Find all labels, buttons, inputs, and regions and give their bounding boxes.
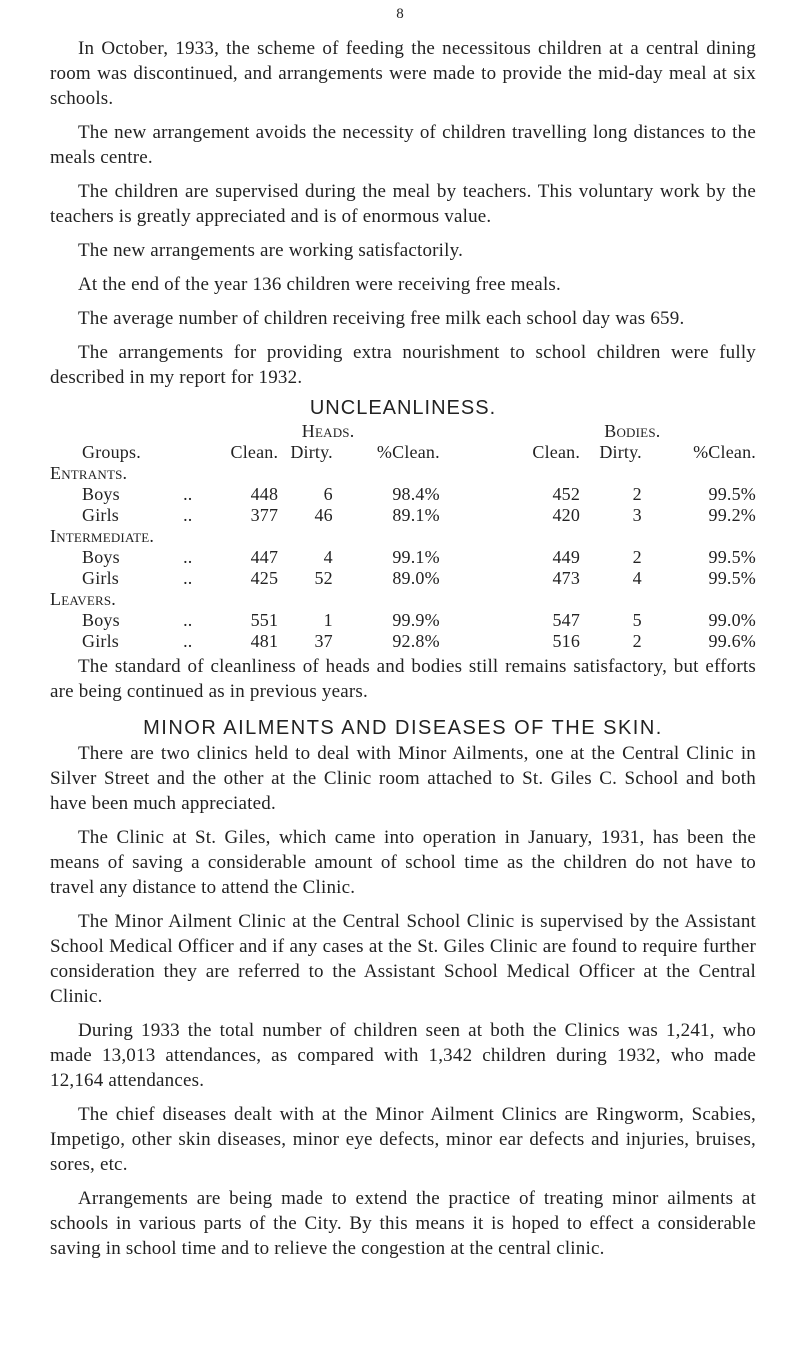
bodies-pct-cell: 99.6% <box>708 631 756 651</box>
heads-pct-cell: 92.8% <box>392 631 440 651</box>
bodies-dirty-cell: 3 <box>632 505 642 525</box>
intro-paragraph: The children are supervised during the meal by teachers. This voluntary work by the teachers is greatly appreciated and is of enormous value. <box>50 181 756 227</box>
intro-paragraph: The average number of children receiving free milk each school day was 659. <box>78 308 685 329</box>
bodies-pct-cell: 99.5% <box>708 547 756 567</box>
bodies-dirty-cell: 2 <box>632 547 642 567</box>
heads-pct-cell: 89.1% <box>392 505 440 525</box>
heads-dirty-cell: 52 <box>314 568 333 588</box>
table-row <box>50 610 756 631</box>
row-dots: .. <box>183 610 193 630</box>
bodies-pct-header: %Clean. <box>693 442 756 462</box>
document-body <box>50 36 756 1270</box>
heads-dirty-cell: 4 <box>323 547 333 567</box>
bodies-clean-header: Clean. <box>532 442 581 462</box>
group-heading: Leavers. <box>50 589 116 609</box>
skin-paragraph: There are two clinics held to deal with Minor Ailments, one at the Central Clinic in Silver Street and the other at the Clinic room attached to St. Giles C. School and both have been much appreciated. <box>50 743 756 814</box>
intro-paragraph: The new arrangements are working satisfactorily. <box>78 240 464 261</box>
bodies-clean-cell: 452 <box>552 484 581 504</box>
bodies-dirty-cell: 4 <box>632 568 642 588</box>
skin-paragraph: During 1933 the total number of children seen at both the Clinics was 1,241, who made 13,013 attendances, as compared with 1,342 children during 1932, who made 12,164 attendances. <box>50 1020 756 1091</box>
row-label: Girls <box>82 631 119 651</box>
skin-paragraph: The chief diseases dealt with at the Minor Ailment Clinics are Ringworm, Scabies, Impetigo, other skin diseases, minor eye defects, minor ear defects and injuries, bruises, sores, etc. <box>50 1104 756 1175</box>
heads-pct-cell: 89.0% <box>392 568 440 588</box>
bodies-clean-cell: 473 <box>552 568 581 588</box>
heads-clean-cell: 448 <box>250 484 279 504</box>
intro-paragraph: In October, 1933, the scheme of feeding the necessitous children at a central dining room was discontinued, and arrangements were made to provide the mid-day meal at six schools. <box>50 38 756 109</box>
table-row <box>50 505 756 526</box>
bodies-header: Bodies. <box>604 421 661 441</box>
bodies-dirty-cell: 5 <box>632 610 642 630</box>
heads-dirty-cell: 37 <box>314 631 333 651</box>
row-label: Boys <box>82 484 120 504</box>
heads-pct-header: %Clean. <box>376 442 440 462</box>
heads-pct-cell: 98.4% <box>392 484 440 504</box>
bodies-clean-cell: 516 <box>552 631 581 651</box>
row-label: Girls <box>82 505 119 525</box>
table-row <box>50 547 756 568</box>
groups-header: Groups. <box>82 442 141 462</box>
row-dots: .. <box>183 484 193 504</box>
bodies-pct-cell: 99.5% <box>708 484 756 504</box>
row-dots: .. <box>183 631 193 651</box>
uncleanliness-summary: The standard of cleanliness of heads and bodies still remains satisfactory, but efforts are being continued as in previous years. <box>50 656 756 702</box>
group-heading-row <box>50 526 756 547</box>
heads-clean-cell: 481 <box>250 631 279 651</box>
table-super-header <box>50 421 756 442</box>
intro-paragraph: The arrangements for providing extra nourishment to school children were fully described in my report for 1932. <box>50 342 756 388</box>
row-dots: .. <box>183 505 193 525</box>
heads-clean-cell: 447 <box>250 547 279 567</box>
heads-clean-cell: 551 <box>250 610 279 630</box>
group-heading-row <box>50 463 756 484</box>
bodies-pct-cell: 99.2% <box>708 505 756 525</box>
heads-dirty-cell: 6 <box>323 484 333 504</box>
intro-paragraph: At the end of the year 136 children were receiving free meals. <box>78 274 561 295</box>
table-row <box>50 568 756 589</box>
bodies-clean-cell: 420 <box>552 505 581 525</box>
heads-clean-header: Clean. <box>230 442 279 462</box>
row-label: Girls <box>82 568 119 588</box>
row-label: Boys <box>82 610 120 630</box>
row-dots: .. <box>183 568 193 588</box>
heads-dirty-cell: 46 <box>314 505 333 525</box>
bodies-clean-cell: 547 <box>552 610 581 630</box>
row-label: Boys <box>82 547 120 567</box>
heads-dirty-cell: 1 <box>323 610 333 630</box>
table-column-header <box>50 442 756 463</box>
table-row <box>50 631 756 652</box>
skin-paragraph: Arrangements are being made to extend the practice of treating minor ailments at schools in various parts of the City. By this means it is hoped to effect a considerable saving in school time and to relieve the congestion at the central clinic. <box>50 1188 756 1259</box>
group-heading-row <box>50 589 756 610</box>
bodies-pct-cell: 99.0% <box>708 610 756 630</box>
table-row <box>50 484 756 505</box>
heads-pct-cell: 99.1% <box>392 547 440 567</box>
heads-header: Heads. <box>301 421 355 441</box>
heads-pct-cell: 99.9% <box>392 610 440 630</box>
bodies-dirty-cell: 2 <box>632 631 642 651</box>
heads-clean-cell: 425 <box>250 568 279 588</box>
skin-paragraph: The Minor Ailment Clinic at the Central School Clinic is supervised by the Assistant School Medical Officer and if any cases at the St. Giles Clinic are found to require further consideration they are referred to the Assistant School Medical Officer at the Central Clinic. <box>50 911 756 1007</box>
intro-paragraph: The new arrangement avoids the necessity of children travelling long distances to the meals centre. <box>50 122 756 168</box>
skin-section-title: MINOR AILMENTS AND DISEASES OF THE SKIN. <box>143 717 663 739</box>
uncleanliness-table <box>50 421 756 652</box>
group-heading: Intermediate. <box>50 526 155 546</box>
skin-paragraph: The Clinic at St. Giles, which came into operation in January, 1931, has been the means of saving a considerable amount of school time as the children do not have to travel any distance to attend the Clinic. <box>50 827 756 898</box>
bodies-dirty-header: Dirty. <box>599 442 642 462</box>
group-heading: Entrants. <box>50 463 128 483</box>
bodies-clean-cell: 449 <box>552 547 581 567</box>
row-dots: .. <box>183 547 193 567</box>
heads-clean-cell: 377 <box>250 505 279 525</box>
bodies-dirty-cell: 2 <box>632 484 642 504</box>
heads-dirty-header: Dirty. <box>290 442 333 462</box>
bodies-pct-cell: 99.5% <box>708 568 756 588</box>
page-number: 8 <box>396 6 404 22</box>
uncleanliness-title: UNCLEANLINESS. <box>309 397 497 419</box>
